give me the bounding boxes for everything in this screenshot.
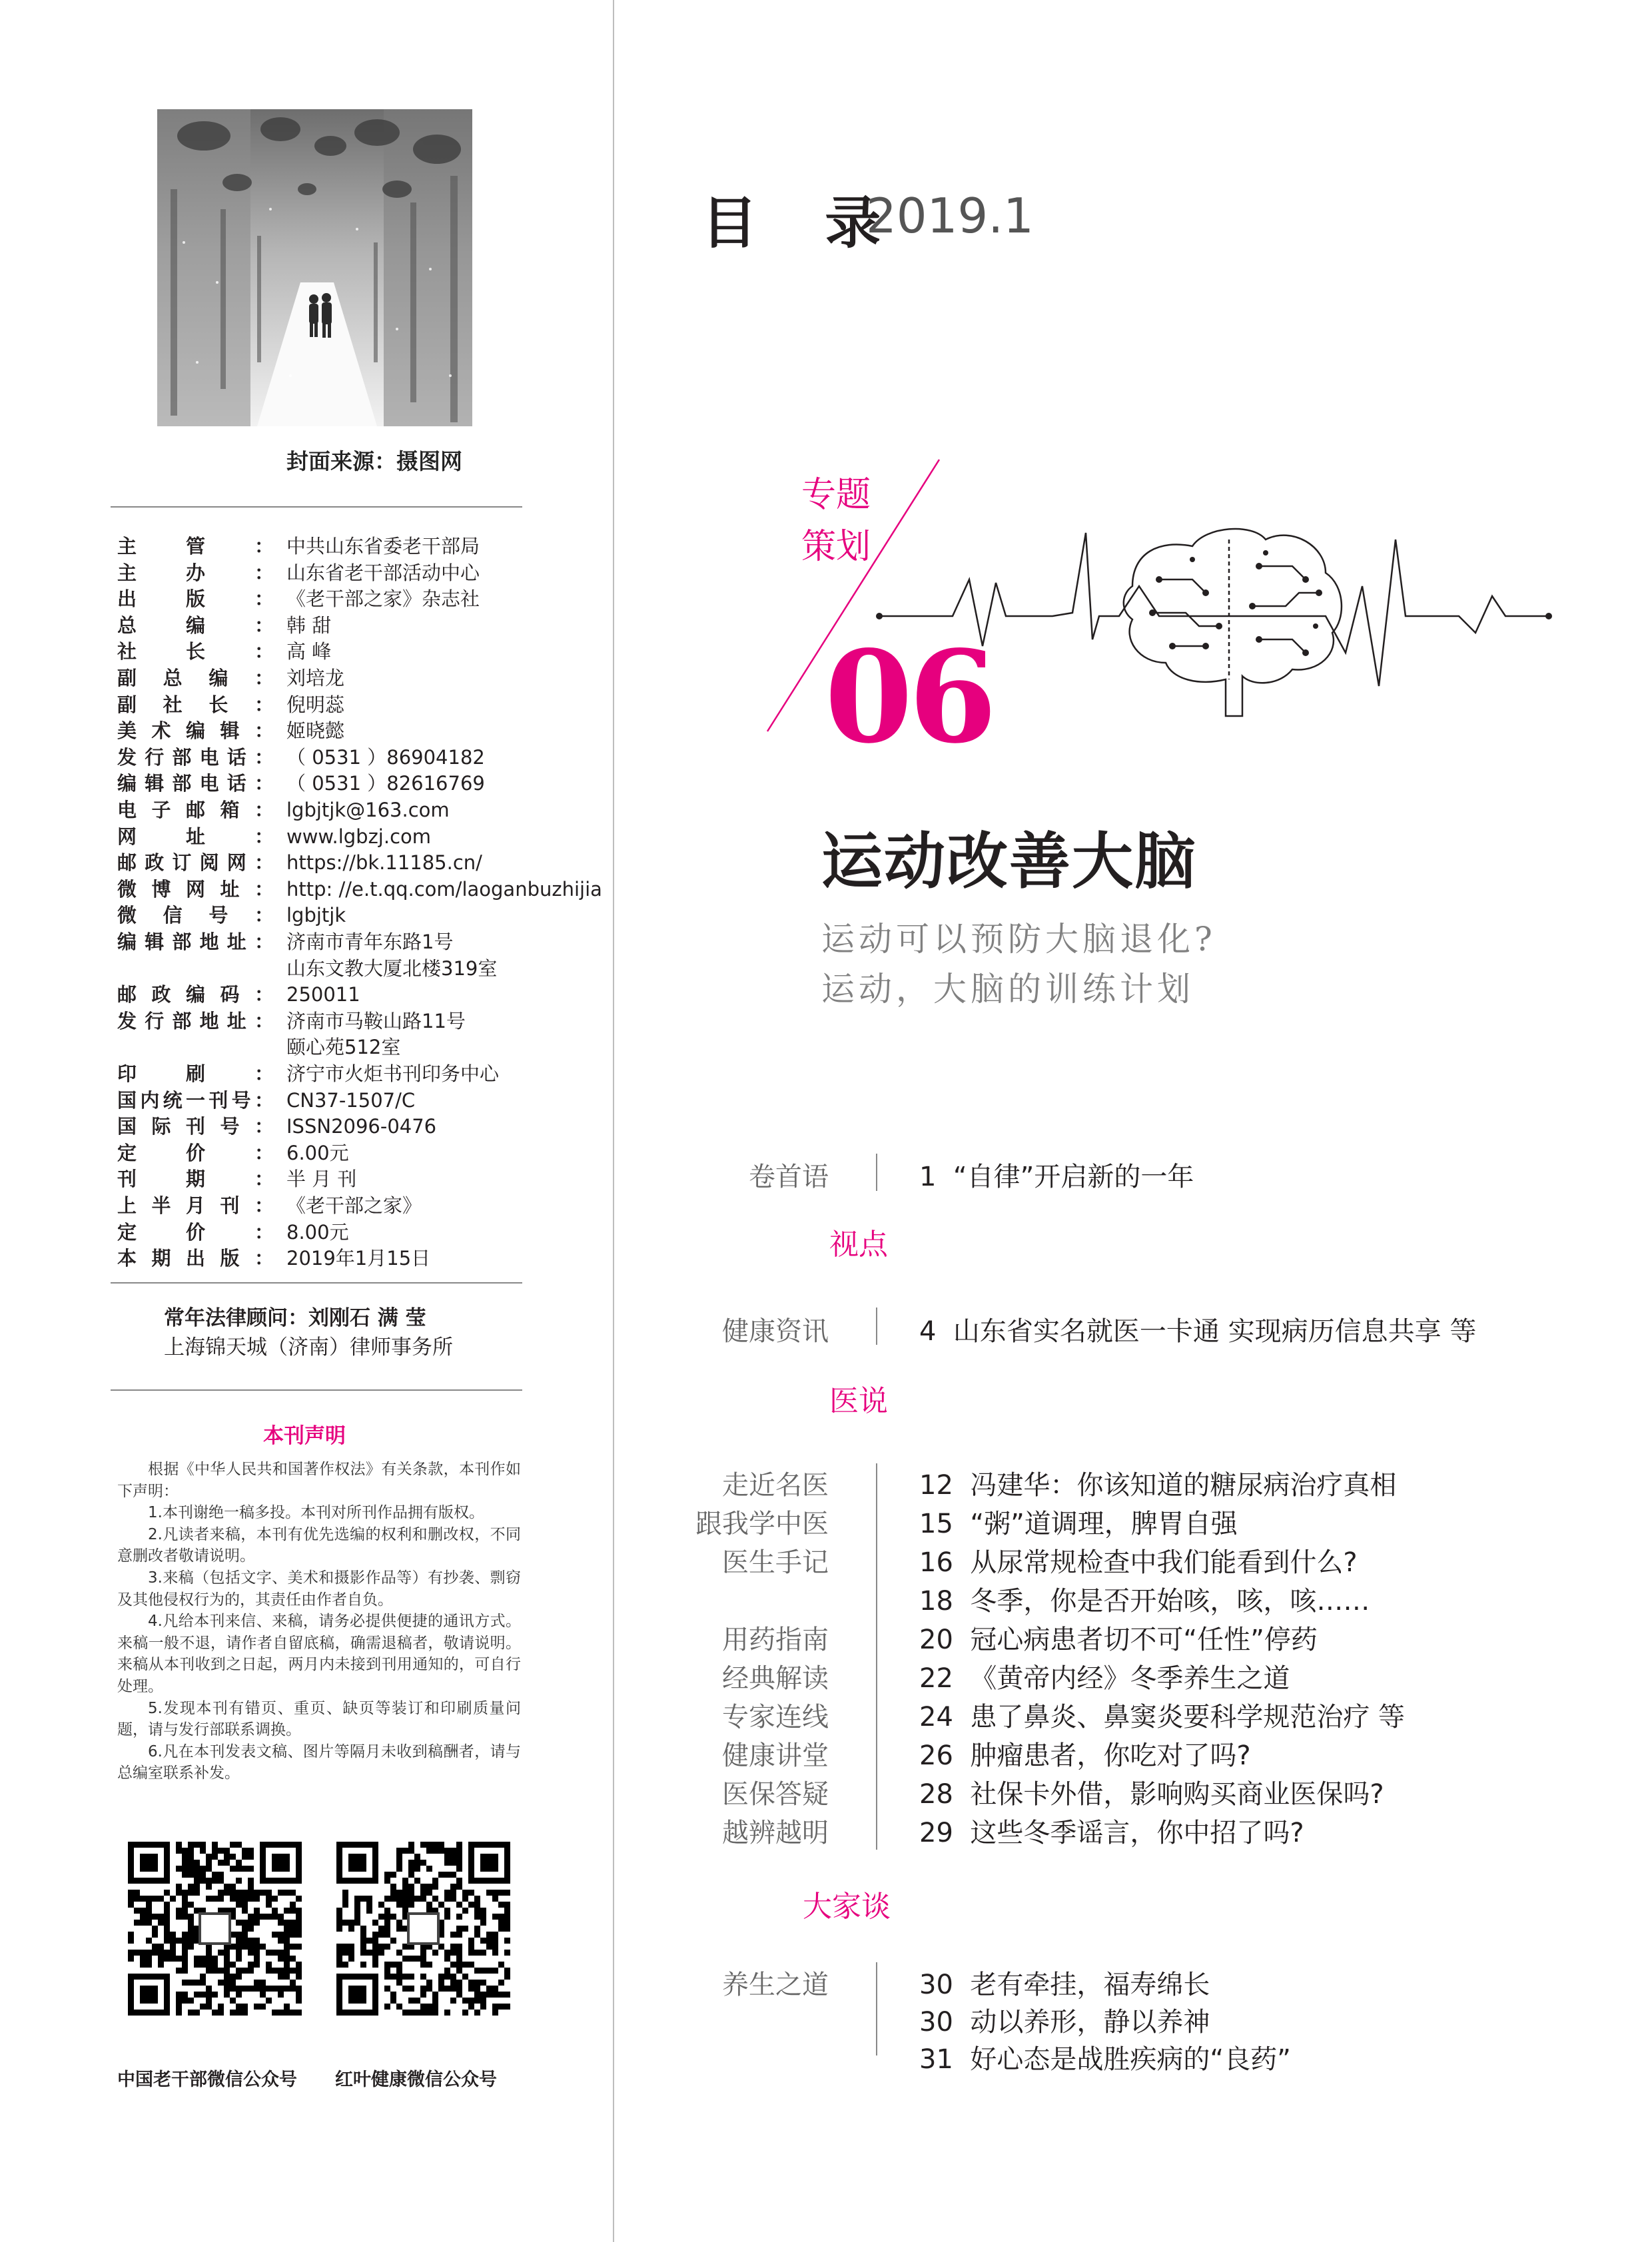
toc-entry[interactable]: [919, 1696, 1405, 1734]
law-firm: 上海锦天城（济南）律师事务所: [164, 1335, 453, 1359]
masthead-label: 总编：: [117, 613, 274, 637]
masthead-value: http: //e.t.qq.com/laoganbuzhijia: [286, 877, 602, 901]
divider: [111, 506, 522, 508]
masthead-value: 济南市青年东路1号: [286, 931, 454, 953]
masthead-label: 主办：: [117, 561, 274, 584]
masthead-value: lgbjtjk@163.com: [286, 799, 450, 821]
toc-column: 越辨越明: [722, 1818, 829, 1848]
declaration-paragraph: 根据《中华人民共和国著作权法》有关条款，本刊作如下声明：: [117, 1461, 521, 1500]
toc-entry[interactable]: [919, 1156, 1194, 1194]
category-shidian: 视点: [829, 1228, 888, 1262]
qr-label-hongye: 红叶健康微信公众号: [335, 2069, 497, 2090]
masthead-value: 250011: [286, 983, 360, 1006]
toc-page: 30: [919, 1970, 953, 2000]
masthead-value: 刘培龙: [286, 667, 345, 689]
toc-entry-title: 患了鼻炎、鼻窦炎要科学规范治疗 等: [970, 1702, 1406, 1732]
toc-column: 卷首语: [749, 1162, 829, 1192]
category-yishuo: 医说: [829, 1384, 888, 1418]
masthead-value: 8.00元: [286, 1220, 349, 1244]
feature-tag-line1: 专题: [801, 475, 871, 515]
feature-subtitle-1: 运动可以预防大脑退化?: [821, 920, 1216, 958]
toc-page: 20: [919, 1625, 953, 1655]
masthead-label: 定价：: [117, 1220, 274, 1244]
toc-entry-title: 《黄帝内经》冬季养生之道: [970, 1663, 1290, 1694]
toc-page: 16: [919, 1547, 953, 1578]
toc-column: 经典解读: [722, 1663, 829, 1694]
masthead-label: 电子邮箱：: [117, 799, 274, 821]
toc-column: 跟我学中医: [695, 1509, 829, 1539]
toc-entry[interactable]: [919, 1657, 1290, 1695]
masthead-label: 本期出版：: [117, 1247, 274, 1270]
toc-separator: [876, 1308, 877, 1345]
masthead-value: （ 0531 ）86904182: [286, 745, 485, 769]
toc-column: 医生手记: [722, 1547, 829, 1578]
masthead-value: 韩 甜: [286, 613, 332, 637]
toc-entry[interactable]: [919, 1310, 1476, 1348]
toc-page: 1: [919, 1162, 937, 1192]
toc-page: 26: [919, 1740, 953, 1771]
toc-page: 15: [919, 1509, 953, 1539]
masthead-value: 山东省老干部活动中心: [286, 561, 480, 584]
toc-entry-title: 这些冬季谣言，你中招了吗?: [970, 1818, 1304, 1848]
masthead-label: 印刷：: [117, 1062, 274, 1085]
declaration-paragraph: 3.来稿（包括文字、美术和摄影作品等）有抄袭、剽窃及其他侵权行为的，其责任由作者自负。: [117, 1569, 521, 1609]
legal-adviser: 常年法律顾问：刘刚石 满 莹: [164, 1306, 426, 1330]
toc-page: 22: [919, 1663, 953, 1694]
declaration-paragraph: 5.发现本刊有错页、重页、缺页等装订和印刷质量问题，请与发行部联系调换。: [117, 1699, 521, 1739]
declaration-paragraph: 4.凡给本刊来信、来稿，请务必提供便捷的通讯方式。来稿一般不退，请作者自留底稿，确需退稿者，敬请说明。来稿从本刊收到之日起，两月内未接到刊用通知的，可自行处理。: [117, 1613, 521, 1695]
toc-page: 30: [919, 2007, 953, 2038]
masthead-value: CN37-1507/C: [286, 1088, 416, 1112]
toc-page: 12: [919, 1470, 953, 1501]
masthead-value: 2019年1月15日: [286, 1247, 431, 1270]
masthead-value: ISSN2096-0476: [286, 1115, 437, 1138]
masthead-label: 邮政订阅网：: [117, 851, 274, 875]
toc-column: 养生之道: [722, 1970, 829, 2000]
toc-entry-title: “粥”道调理，脾胃自强: [970, 1509, 1238, 1539]
toc-entry-title: 山东省实名就医一卡通 实现病历信息共享 等: [953, 1316, 1477, 1347]
declaration-title: 本刊声明: [263, 1424, 346, 1448]
toc-page: 4: [919, 1316, 937, 1347]
divider: [111, 1282, 522, 1284]
masthead-label: 网址：: [117, 825, 274, 848]
toc-separator: [876, 1463, 877, 1850]
toc-column: 用药指南: [722, 1625, 829, 1655]
toc-entry[interactable]: [919, 1773, 1384, 1811]
masthead-value: 济宁市火炬书刊印务中心: [286, 1062, 500, 1085]
masthead-label: 编辑部地址：: [117, 931, 274, 953]
toc-page: 24: [919, 1702, 953, 1732]
toc-title: 目 录: [701, 190, 905, 256]
toc-entry[interactable]: [919, 2001, 1210, 2039]
toc-separator: [876, 1962, 877, 2055]
toc-entry-title: 社保卡外借，影响购买商业医保吗?: [970, 1779, 1384, 1810]
toc-entry[interactable]: [919, 1619, 1318, 1657]
masthead-label: 国际刊号：: [117, 1115, 274, 1138]
declaration-paragraph: 2.凡读者来稿，本刊有优先选编的权利和删改权，不同意删改者敬请说明。: [117, 1525, 521, 1565]
masthead-value: 倪明蕊: [286, 693, 345, 716]
masthead-value: 《老干部之家》: [286, 1194, 422, 1217]
masthead-label: 微信号：: [117, 904, 274, 927]
toc-entry-title: 肿瘤患者，你吃对了吗?: [970, 1740, 1251, 1771]
masthead-value: 半 月 刊: [286, 1168, 357, 1191]
masthead-label: 社长：: [117, 640, 274, 663]
masthead-label: 定价：: [117, 1141, 274, 1164]
toc-column: 专家连线: [722, 1702, 829, 1732]
feature-page-number[interactable]: 06: [825, 623, 993, 771]
masthead-label: 发行部地址：: [117, 1009, 274, 1032]
category-dajiatan: 大家谈: [803, 1890, 891, 1924]
qr-label-laoganbu: 中国老干部微信公众号: [117, 2069, 297, 2090]
toc-entry[interactable]: [919, 1503, 1238, 1541]
masthead-value: lgbjtjk: [286, 904, 346, 927]
toc-entry[interactable]: [919, 2038, 1291, 2076]
cover-snow-scene: [157, 109, 472, 426]
declaration-text: [117, 1459, 521, 1784]
toc-page: 18: [919, 1586, 953, 1617]
toc-entry[interactable]: [919, 1812, 1304, 1850]
masthead-value: 姬晓懿: [286, 719, 345, 743]
column-divider: [613, 0, 614, 2242]
declaration-paragraph: 6.凡在本刊发表文稿、图片等隔月未收到稿酬者，请与总编室联系补发。: [117, 1742, 521, 1782]
declaration-paragraph: 1.本刊谢绝一稿多投。本刊对所刊作品拥有版权。: [148, 1504, 484, 1522]
toc-entry[interactable]: [919, 1464, 1396, 1502]
masthead-value: www.lgbzj.com: [286, 825, 432, 848]
feature-subtitle-2: 运动，大脑的训练计划: [821, 970, 1194, 1008]
toc-column: 走近名医: [722, 1470, 829, 1501]
toc-entry[interactable]: [919, 1541, 1358, 1579]
toc-entry[interactable]: [919, 1580, 1370, 1618]
masthead-value: https://bk.11185.cn/: [286, 851, 482, 875]
toc-column: 医保答疑: [722, 1779, 829, 1810]
toc-entry-title: 冠心病患者切不可“任性”停药: [970, 1625, 1318, 1655]
feature-tag-line2: 策划: [801, 527, 871, 567]
masthead-value: 6.00元: [286, 1141, 349, 1164]
toc-entry-title: “自律”开启新的一年: [953, 1162, 1194, 1192]
masthead-label: 发行部电话：: [117, 745, 274, 769]
toc-page: 29: [919, 1818, 953, 1848]
masthead-value: 颐心苑512室: [286, 1036, 401, 1059]
qr-code-hongye[interactable]: [336, 1842, 510, 2016]
masthead-label: 邮政编码：: [117, 983, 274, 1006]
toc-column: 健康讲堂: [722, 1740, 829, 1771]
toc-page: 31: [919, 2044, 953, 2075]
cover-image: [157, 109, 472, 426]
masthead-value: 山东文教大厦北楼319室: [286, 956, 498, 980]
masthead-value: 《老干部之家》杂志社: [286, 587, 480, 611]
toc-entry-title: 冬季，你是否开始咳，咳，咳……: [970, 1586, 1370, 1617]
toc-entry[interactable]: [919, 1734, 1251, 1772]
masthead-label: 编辑部电话：: [117, 772, 274, 795]
masthead-value: 济南市马鞍山路11号: [286, 1009, 466, 1032]
feature-headline[interactable]: 运动改善大脑: [821, 825, 1198, 897]
masthead-label: 副总编：: [117, 667, 274, 689]
masthead-value: 中共山东省委老干部局: [286, 535, 480, 558]
masthead-label: 刊期：: [117, 1168, 274, 1191]
toc-entry-title: 冯建华：你该知道的糖尿病治疗真相: [970, 1470, 1397, 1501]
divider: [111, 1389, 522, 1391]
toc-entry-title: 动以养形，静以养神: [970, 2007, 1210, 2038]
masthead-label: 主管：: [117, 535, 274, 558]
toc-entry-title: 从尿常规检查中我们能看到什么?: [970, 1547, 1358, 1578]
masthead-label: 国内统一刊号：: [117, 1088, 274, 1112]
masthead-label: 上半月刊：: [117, 1194, 274, 1217]
toc-entry-title: 老有牵挂，福寿绵长: [970, 1970, 1210, 2000]
toc-page: 28: [919, 1779, 953, 1810]
masthead-label: 微博网址：: [117, 877, 274, 901]
masthead-label: 出版：: [117, 587, 274, 611]
masthead-value: 高 峰: [286, 640, 332, 663]
toc-separator: [876, 1154, 877, 1191]
cover-caption: 封面来源：摄图网: [286, 448, 462, 474]
toc-entry[interactable]: [919, 1964, 1210, 2002]
qr-code-laoganbu[interactable]: [128, 1842, 302, 2016]
masthead-label: 美术编辑：: [117, 719, 274, 743]
masthead-value: （ 0531 ）82616769: [286, 772, 485, 795]
brain-icon: [1124, 529, 1342, 716]
toc-column: 健康资讯: [722, 1316, 829, 1347]
toc-entry-title: 好心态是战胜疾病的“良药”: [970, 2044, 1291, 2075]
masthead-label: 副社长：: [117, 693, 274, 716]
issue-date: 2019.1: [866, 188, 1034, 244]
